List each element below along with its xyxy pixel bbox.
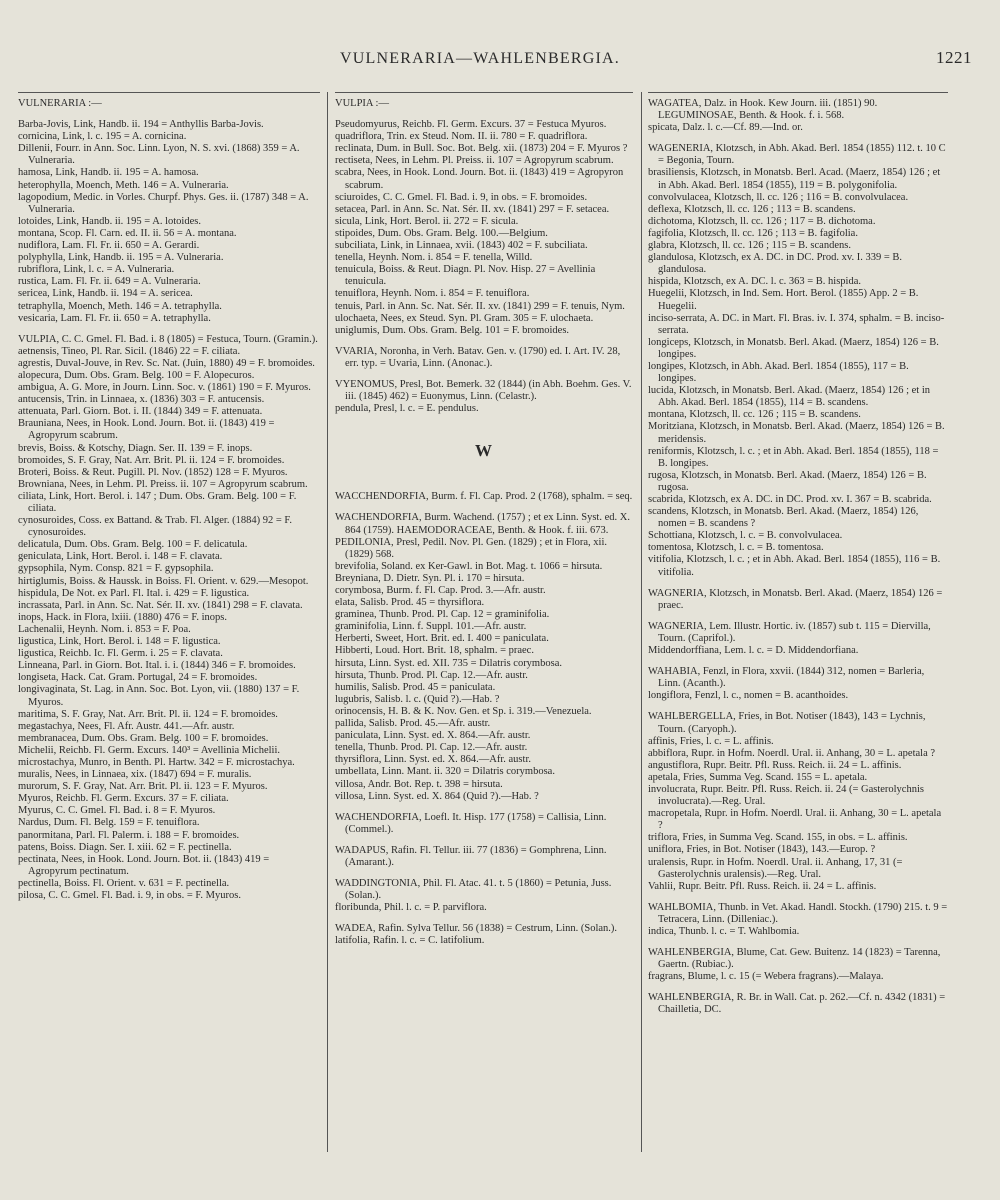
dictionary-entry — [335, 878, 633, 914]
entry-subitem: hispida, Klotzsch, ex A. DC. l. c. 363 = B. hispida. — [648, 276, 861, 288]
entry-subitem: Hibberti, Loud. Hort. Brit. 18, sphalm. = praec. — [335, 645, 534, 657]
dictionary-entry — [648, 588, 948, 612]
entry-heading: WACCHENDORFIA, Burm. f. Fl. Cap. Prod. 2 (1768), sphalm. = seq. — [335, 491, 633, 503]
dictionary-entry — [335, 812, 633, 836]
entry-subitem: PEDILONIA, Presl, Pedil. Nov. Pl. Gen. (1829) ; et in Flora, xii. (1829) 568. — [335, 536, 608, 560]
entry-subitem: rustica, Lam. Fl. Fr. ii. 649 = A. Vulneraria. — [18, 276, 201, 288]
entry-subitem: patens, Boiss. Diagn. Ser. I. xiii. 62 = F. pectinella. — [18, 841, 232, 853]
entry-subitem: latifolia, Rafin. l. c. = C. latifolium. — [335, 935, 485, 947]
entry-subitem: attenuata, Parl. Giorn. Bot. i. II. (1844) 349 = F. attenuata. — [18, 406, 263, 418]
entry-subitem: graminifolia, Linn. f. Suppl. 101.—Afr. austr. — [335, 621, 527, 633]
entry-subitem: vesicaria, Lam. Fl. Fr. ii. 650 = A. tetraphylla. — [18, 312, 211, 324]
entry-heading: Barba-Jovis, Link, Handb. ii. 194 = Anthyllis Barba-Jovis. — [18, 119, 264, 131]
entry-subitem: rectiseta, Nees, in Lehm. Pl. Preiss. ii. 107 = Agropyrum scabrum. — [335, 155, 614, 167]
entry-subitem: Breyniana, D. Dietr. Syn. Pl. i. 170 = hirsuta. — [335, 572, 525, 584]
section-letter: W — [475, 441, 493, 461]
entry-subitem: Nardus, Dum. Fl. Belg. 159 = F. tenuiflora. — [18, 817, 200, 829]
entry-subitem: rubriflora, Link, l. c. = A. Vulneraria. — [18, 264, 175, 276]
entry-subitem: Herberti, Sweet, Hort. Brit. ed. I. 400 = paniculata. — [335, 633, 549, 645]
entry-subitem: aetnensis, Tineo, Pl. Rar. Sicil. (1846) 22 = F. ciliata. — [18, 345, 241, 357]
entry-subitem: spicata, Dalz. l. c.—Cf. 89.—Ind. or. — [648, 122, 803, 134]
entry-subitem: uralensis, Rupr. in Hofm. Noerdl. Ural. ii. Anhang, 17, 31 (= Gasterolychnis uralensis).—Reg. Ural. — [648, 856, 903, 880]
column-top-rule — [335, 92, 633, 93]
entry-subitem: hirsuta, Thunb. Prod. Pl. Cap. 12.—Afr. austr. — [335, 669, 528, 681]
entry-subitem: cynosuroides, Coss. ex Battand. & Trab. Fl. Alger. (1884) 92 = F. cynosuroides. — [18, 515, 292, 539]
entry-subitem: stipoides, Dum. Obs. Gram. Belg. 100.—Belgium. — [335, 227, 548, 239]
entry-heading: VULPIA :— — [335, 98, 389, 109]
dictionary-entry — [648, 711, 948, 892]
entry-subitem: glandulosa, Klotzsch, ex A. DC. in DC. Prod. xv. I. 339 = B. glandulosa. — [648, 252, 903, 276]
entry-subitem: Michelii, Reichb. Fl. Germ. Excurs. 140³ = Avellinia Michelii. — [18, 744, 280, 756]
column-top-rule — [18, 92, 320, 93]
dictionary-entry — [335, 845, 633, 869]
entry-subitem: pectinella, Boiss. Fl. Orient. v. 631 = F. pectinella. — [18, 877, 230, 889]
entry-subitem: floribunda, Phil. l. c. = P. parviflora. — [335, 902, 487, 914]
entry-subitem: brevifolia, Soland. ex Ker-Gawl. in Bot. Mag. t. 1066 = hirsuta. — [335, 560, 603, 572]
entry-heading: WACHENDORFIA, Burm. Wachend. (1757) ; et ex Linn. Syst. ed. X. 864 (1759). HAEMODORACEAE, Benth. & Hook. f. iii. 673. — [335, 512, 630, 536]
entry-subitem: ligustica, Reichb. Ic. Fl. Germ. i. 25 = F. clavata. — [18, 648, 223, 660]
dictionary-entry — [335, 379, 633, 415]
entry-subitem: convolvulacea, Klotzsch, ll. cc. 126 ; 116 = B. convolvulacea. — [648, 191, 909, 203]
entry-subitem: Lachenalii, Heynh. Nom. i. 853 = F. Poa. — [18, 623, 191, 635]
entry-subitem: cornicina, Link, l. c. 195 = A. cornicina. — [18, 131, 187, 143]
entry-heading: WAHLBOMIA, Thunb. in Vet. Akad. Handl. Stockh. (1790) 215. t. 9 = Tetracera, Linn. (Dilleniac.). — [648, 901, 948, 925]
dictionary-entry — [335, 98, 633, 110]
entry-heading: WAHLBERGELLA, Fries, in Bot. Notiser (1843), 143 = Lychnis, Tourn. (Caryoph.). — [648, 711, 926, 735]
entry-subitem: involucrata, Rupr. Beitr. Pfl. Russ. Reich. ii. 24 (= Gasterolychnis involucrata).—Reg. Ural. — [648, 783, 924, 808]
dictionary-entry — [648, 143, 948, 578]
entry-subitem: nudiflora, Lam. Fl. Fr. ii. 650 = A. Gerardi. — [18, 240, 200, 252]
entry-subitem: tenella, Heynh. Nom. i. 854 = F. tenella, Willd. — [335, 252, 533, 264]
entry-subitem: dichotoma, Klotzsch, ll. cc. 126 ; 117 = B. dichotoma. — [648, 215, 876, 227]
entry-subitem: glabra, Klotzsch, ll. cc. 126 ; 115 = B. scandens. — [648, 240, 851, 252]
entry-subitem: scabrida, Klotzsch, ex A. DC. in DC. Prod. xv. I. 367 = B. scabrida. — [648, 494, 932, 505]
entry-subitem: hirtiglumis, Boiss. & Haussk. in Boiss. Fl. Orient. v. 629.—Mesopot. — [18, 575, 309, 587]
entry-subitem: triflora, Fries, in Summa Veg. Scand. 155, in obs. = L. affinis. — [648, 832, 908, 844]
entry-subitem: tenuiflora, Heynh. Nom. i. 854 = F. tenuiflora. — [335, 288, 530, 300]
dictionary-entry — [648, 666, 948, 702]
entry-subitem: subciliata, Link, in Linnaea, xvii. (1843) 402 = F. subciliata. — [335, 240, 588, 252]
dictionary-entry — [648, 98, 948, 134]
entry-subitem: umbellata, Linn. Mant. ii. 320 = Dilatris corymbosa. — [335, 766, 555, 778]
entry-subitem: affinis, Fries, l. c. = L. affinis. — [648, 735, 774, 747]
entry-heading: WAGENERIA, Klotzsch, in Abh. Akad. Berl. 1854 (1855) 112. t. 10 C = Begonia, Tourn. — [648, 143, 946, 167]
page-header — [18, 48, 972, 76]
entry-subitem: tomentosa, Klotzsch, l. c. = B. tomentosa. — [648, 542, 824, 554]
entry-subitem: corymbosa, Burm. f. Fl. Cap. Prod. 3.—Afr. austr. — [335, 585, 546, 596]
dictionary-entry — [335, 491, 633, 503]
entry-subitem: tenuicula, Boiss. & Reut. Diagn. Pl. Nov. Hisp. 27 = Avellinia tenuicula. — [335, 264, 596, 288]
entry-subitem: muralis, Nees, in Linnaea, xix. (1847) 694 = F. muralis. — [18, 769, 252, 781]
entry-subitem: Browniana, Nees, in Lehm. Pl. Preiss. ii. 107 = Agropyrum scabrum. — [18, 478, 308, 490]
entry-subitem: thyrsiflora, Linn. Syst. ed. X. 864.—Afr. austr. — [335, 754, 531, 766]
entry-subitem: villosa, Linn. Syst. ed. X. 864 (Quid ?).—Hab. ? — [335, 790, 539, 802]
entry-subitem: elata, Salisb. Prod. 45 = thyrsiflora. — [335, 597, 485, 609]
entry-subitem: pectinata, Nees, in Hook. Lond. Journ. Bot. ii. (1843) 419 = Agropyrum pectinatum. — [18, 853, 270, 877]
entry-subitem: Vahlii, Rupr. Beitr. Pfl. Russ. Reich. ii. 24 = L. affinis. — [648, 880, 877, 892]
entry-subitem: longiceps, Klotzsch, in Monatsb. Berl. Akad. (Maerz, 1854) 126 = B. longipes. — [648, 336, 939, 360]
entry-subitem: setacea, Parl. in Ann. Sc. Nat. Sér. II. xv. (1841) 297 = F. setacea. — [335, 203, 610, 215]
entry-subitem: maritima, S. F. Gray, Nat. Arr. Brit. Pl. ii. 124 = F. bromoides. — [18, 708, 278, 720]
dictionary-entry — [335, 923, 633, 947]
entry-subitem: Dillenii, Fourr. in Ann. Soc. Linn. Lyon, N. S. xvi. (1868) 359 = A. Vulneraria. — [18, 143, 300, 167]
entry-subitem: longivaginata, St. Lag. in Ann. Soc. Bot. Lyon, vii. (1880) 137 = F. Myuros. — [18, 684, 300, 708]
dictionary-entry — [335, 346, 633, 370]
entry-subitem: membranacea, Dum. Obs. Gram. Belg. 100 = F. bromoides. — [18, 732, 269, 744]
entry-subitem: scandens, Klotzsch, in Monatsb. Berl. Akad. (Maerz, 1854) 126, nomen = B. scandens ? — [648, 506, 919, 530]
dictionary-entry — [648, 621, 948, 657]
entry-subitem: bromoides, S. F. Gray, Nat. Arr. Brit. Pl. ii. 124 = F. bromoides. — [18, 454, 285, 466]
entry-subitem: incrassata, Parl. in Ann. Sc. Nat. Sér. II. xv. (1841) 298 = F. clavata. — [18, 599, 303, 611]
entry-subitem: fagifolia, Klotzsch, ll. cc. 126 ; 113 = B. fagifolia. — [648, 227, 858, 239]
entry-subitem: ambigua, A. G. More, in Journ. Linn. Soc. v. (1861) 190 = F. Myuros. — [18, 382, 311, 394]
entry-subitem: angustiflora, Rupr. Beitr. Pfl. Russ. Reich. ii. 24 = L. affinis. — [648, 759, 902, 771]
entry-subitem: pallida, Salisb. Prod. 45.—Afr. austr. — [335, 718, 491, 730]
dictionary-entry — [335, 512, 633, 802]
entry-subitem: brasiliensis, Klotzsch, in Monatsb. Berl. Acad. (Maerz, 1854) 126 ; et in Abh. Akad. Berl. 1854 (1855), 119 = B. polygonifolia. — [648, 167, 941, 191]
entry-subitem: geniculata, Link, Hort. Berol. i. 148 = F. clavata. — [18, 551, 223, 563]
dictionary-entry — [648, 947, 948, 983]
entry-subitem: villosa, Andr. Bot. Rep. t. 398 = hirsuta. — [335, 778, 503, 790]
entry-subitem: rugosa, Klotzsch, in Monatsb. Berl. Akad. (Maerz, 1854) 126 = B. rugosa. — [648, 469, 927, 493]
entry-heading: WAHABIA, Fenzl, in Flora, xxvii. (1844) 312, nomen = Barleria, Linn. (Acanth.). — [648, 666, 925, 690]
entry-subitem: alopecura, Dum. Obs. Gram. Belg. 100 = F. Alopecuros. — [18, 369, 255, 381]
entry-subitem: sciuroides, C. C. Gmel. Fl. Bad. i. 9, in obs. = F. bromoides. — [335, 191, 588, 203]
entry-heading: VVARIA, Noronha, in Verh. Batav. Gen. v. (1790) ed. I. Art. IV. 28, err. typ. = Uvaria, Linn. (Anonac.). — [335, 345, 621, 369]
entry-subitem: brevis, Boiss. & Kotschy, Diagn. Ser. II. 139 = F. inops. — [18, 442, 253, 454]
entry-subitem: fragrans, Blume, l. c. 15 (= Webera fragrans).—Malaya. — [648, 971, 884, 983]
entry-subitem: graminea, Thunb. Prod. Pl. Cap. 12 = graminifolia. — [335, 609, 550, 621]
column-divider — [641, 92, 642, 1152]
entry-heading: WADAPUS, Rafin. Fl. Tellur. iii. 77 (1836) = Gomphrena, Linn. (Amarant.). — [335, 844, 607, 868]
entry-subitem: reniformis, Klotzsch, l. c. ; et in Abh. Akad. Berl. 1854 (1855), 118 = B. longipes. — [648, 445, 939, 469]
entry-heading: WAGNERIA, Lem. Illustr. Hortic. iv. (1857) sub t. 115 = Diervilla, Tourn. (Caprifol.). — [648, 620, 931, 644]
entry-subitem: abbiflora, Rupr. in Hofm. Noerdl. Ural. ii. Anhang, 30 = L. apetala ? — [648, 747, 936, 759]
column-middle — [335, 98, 633, 1178]
entry-subitem: Middendorffiana, Lem. l. c. = D. Middendorfiana. — [648, 645, 859, 657]
entry-subitem: montana, Klotzsch, ll. cc. 126 ; 115 = B. scandens. — [648, 409, 861, 421]
entry-subitem: lugubris, Salisb. l. c. (Quid ?).—Hab. ? — [335, 693, 500, 705]
entry-heading: WACHENDORFIA, Loefl. It. Hisp. 177 (1758) = Callisia, Linn. (Commel.). — [335, 811, 607, 835]
entry-subitem: longiseta, Hack. Cat. Gram. Portugal, 24 = F. bromoides. — [18, 672, 258, 684]
entry-heading: VYENOMUS, Presl, Bot. Bemerk. 32 (1844) (in Abh. Boehm. Ges. V. iii. (1845) 462) = Euonymus, Linn. (Celastr.). — [335, 378, 632, 403]
entry-subitem: Brauniana, Nees, in Hook. Lond. Journ. Bot. ii. (1843) 419 = Agropyrum scabrum. — [18, 418, 275, 442]
entry-heading: Pseudomyurus, Reichb. Fl. Germ. Excurs. 37 = Festuca Myuros. — [335, 119, 607, 131]
entry-subitem: lucida, Klotzsch, in Monatsb. Berl. Akad. (Maerz, 1854) 126 ; et in Abh. Akad. Berl. 1854 (1855), 114 = B. scandens. — [648, 385, 930, 409]
entry-subitem: delicatula, Dum. Obs. Gram. Belg. 100 = F. delicatula. — [18, 539, 248, 551]
entry-subitem: macropetala, Rupr. in Hofm. Noerdl. Ural. ii. Anhang, 30 = L. apetala ? — [648, 808, 942, 832]
entry-subitem: tenuis, Parl. in Ann. Sc. Nat. Sér. II. xv. (1841) 299 = F. tenuis, Nym. — [335, 300, 625, 312]
entry-subitem: montana, Scop. Fl. Carn. ed. II. ii. 56 = A. montana. — [18, 227, 237, 239]
entry-subitem: ligustica, Link, Hort. Berol. i. 148 = F. ligustica. — [18, 636, 221, 648]
entry-subitem: ciliata, Link, Hort. Berol. i. 147 ; Dum. Obs. Gram. Belg. 100 = F. ciliata. — [18, 490, 297, 514]
entry-subitem: agrestis, Duval-Jouve, in Rev. Sc. Nat. (Juin, 1880) 49 = F. bromoides. — [18, 357, 315, 369]
dictionary-entry — [18, 119, 318, 325]
entry-subitem: ulochaeta, Nees, ex Steud. Syn. Pl. Gram. 305 = F. ulochaeta. — [335, 312, 594, 324]
dictionary-entry — [18, 334, 318, 902]
entry-subitem: deflexa, Klotzsch, ll. cc. 126 ; 113 = B. scandens. — [648, 203, 856, 215]
entry-subitem: microstachya, Munro, in Benth. Pl. Hartw. 342 = F. microstachya. — [18, 756, 295, 768]
column-left — [18, 98, 318, 1178]
column-divider — [327, 92, 328, 1152]
entry-subitem: Broteri, Boiss. & Reut. Pugill. Pl. Nov. (1852) 128 = F. Myuros. — [18, 466, 288, 478]
entry-subitem: sicula, Link, Hort. Berol. ii. 272 = F. sicula. — [335, 215, 519, 227]
entry-subitem: hispidula, De Not. ex Parl. Fl. Ital. i. 429 = F. ligustica. — [18, 587, 250, 599]
entry-subitem: Myurus, C. C. Gmel. Fl. Bad. i. 8 = F. Myuros. — [18, 805, 216, 817]
entry-heading: WAGATEA, Dalz. in Hook. Kew Journ. iii. (1851) 90. LEGUMINOSAE, Benth. & Hook. f. i. 568. — [648, 98, 878, 122]
entry-subitem: paniculata, Linn. Syst. ed. X. 864.—Afr. austr. — [335, 730, 531, 742]
dictionary-entry — [18, 98, 318, 110]
entry-subitem: inciso-serrata, A. DC. in Mart. Fl. Bras. iv. I. 374, sphalm. = B. inciso-serrata. — [648, 312, 945, 336]
entry-subitem: gypsophila, Nym. Consp. 821 = F. gypsophila. — [18, 563, 214, 575]
dictionary-entry — [648, 902, 948, 938]
entry-subitem: vitifolia, Klotzsch, l. c. ; et in Abh. Akad. Berl. 1854 (1855), 116 = B. vitifolia. — [648, 554, 941, 578]
entry-heading: WAHLENBERGIA, R. Br. in Wall. Cat. p. 262.—Cf. n. 4342 (1831) = Chailletia, DC. — [648, 992, 946, 1016]
entry-subitem: megastachya, Nees, Fl. Afr. Austr. 441.—Afr. austr. — [18, 720, 235, 732]
entry-heading: WAHLENBERGIA, Blume, Cat. Gew. Buitenz. 14 (1823) = Tarenna, Gaertn. (Rubiac.). — [648, 947, 941, 971]
column-right — [648, 98, 948, 1178]
entry-subitem: Huegelii, Klotzsch, in Ind. Sem. Hort. Berol. (1855) App. 2 = B. Huegelii. — [648, 288, 919, 312]
page-number: 1221 — [936, 48, 972, 67]
entry-subitem: panormitana, Parl. Fl. Palerm. i. 188 = F. bromoides. — [18, 829, 240, 841]
entry-subitem: tenella, Thunb. Prod. Pl. Cap. 12.—Afr. austr. — [335, 742, 528, 754]
entry-subitem: inops, Hack. in Flora, lxiii. (1880) 476 = F. inops. — [18, 611, 227, 623]
entry-subitem: tetraphylla, Moench, Meth. 146 = A. tetraphylla. — [18, 300, 222, 312]
entry-heading: WADEA, Rafin. Sylva Tellur. 56 (1838) = Cestrum, Linn. (Solan.). — [335, 923, 618, 935]
entry-subitem: hirsuta, Linn. Syst. ed. XII. 735 = Dilatris corymbosa. — [335, 657, 562, 669]
entry-subitem: uniglumis, Dum. Obs. Gram. Belg. 101 = F. bromoides. — [335, 324, 570, 336]
entry-subitem: quadriflora, Trin. ex Steud. Nom. II. ii. 780 = F. quadriflora. — [335, 131, 588, 143]
entry-subitem: lotoides, Link, Handb. ii. 195 = A. lotoides. — [18, 215, 201, 227]
running-title: VULNERARIA—WAHLENBERGIA. — [340, 50, 620, 67]
entry-subitem: Myuros, Reichb. Fl. Germ. Excurs. 37 = F. ciliata. — [18, 793, 229, 805]
entry-heading: VULPIA, C. C. Gmel. Fl. Bad. i. 8 (1805) = Festuca, Tourn. (Gramin.). — [18, 333, 318, 345]
entry-subitem: orinocensis, H. B. & K. Nov. Gen. et Sp. i. 319.—Venezuela. — [335, 705, 592, 717]
entry-subitem: heterophylla, Moench, Meth. 146 = A. Vulneraria. — [18, 179, 229, 191]
entry-subitem: apetala, Fries, Summa Veg. Scand. 155 = L. apetala. — [648, 771, 868, 783]
entry-subitem: hamosa, Link, Handb. ii. 195 = A. hamosa. — [18, 167, 199, 179]
entry-subitem: longiflora, Fenzl, l. c., nomen = B. acanthoides. — [648, 690, 849, 702]
entry-subitem: polyphylla, Link, Handb. ii. 195 = A. Vulneraria. — [18, 252, 224, 264]
dictionary-entry — [335, 119, 633, 337]
entry-subitem: pendula, Presl, l. c. = E. pendulus. — [335, 403, 479, 415]
entry-subitem: reclinata, Dum. in Bull. Soc. Bot. Belg. xii. (1873) 204 = F. Myuros ? — [335, 143, 628, 155]
entry-subitem: Schottiana, Klotzsch, l. c. = B. convolvulacea. — [648, 530, 843, 542]
dictionary-entry — [648, 992, 948, 1016]
entry-subitem: pilosa, C. C. Gmel. Fl. Bad. i. 9, in obs. = F. Myuros. — [18, 890, 241, 901]
entry-subitem: Moritziana, Klotzsch, in Monatsb. Berl. Akad. (Maerz, 1854) 126 = B. meridensis. — [648, 421, 945, 445]
entry-heading: VULNERARIA :— — [18, 98, 102, 109]
column-top-rule — [648, 92, 948, 93]
entry-heading: WAGNERIA, Klotzsch, in Monatsb. Berl. Akad. (Maerz, 1854) 126 = praec. — [648, 587, 943, 611]
entry-subitem: sericea, Link, Handb. ii. 194 = A. sericea. — [18, 288, 193, 300]
entry-subitem: indica, Thunb. l. c. = T. Wahlbomia. — [648, 926, 800, 937]
entry-subitem: humilis, Salisb. Prod. 45 = paniculata. — [335, 681, 496, 693]
entry-subitem: uniflora, Fries, in Bot. Notiser (1843), 143.—Europ. ? — [648, 844, 876, 856]
entry-subitem: scabra, Nees, in Hook. Lond. Journ. Bot. ii. (1843) 419 = Agropyron scabrum. — [335, 167, 624, 191]
entry-subitem: antucensis, Trin. in Linnaea, x. (1836) 303 = F. antucensis. — [18, 394, 265, 406]
entry-subitem: lagopodium, Medic. in Vorles. Churpf. Phys. Ges. ii. (1787) 348 = A. Vulneraria. — [18, 191, 309, 215]
entry-subitem: longipes, Klotzsch, in Abh. Akad. Berl. 1854 (1855), 117 = B. longipes. — [648, 360, 909, 385]
entry-heading: WADDINGTONIA, Phil. Fl. Atac. 41. t. 5 (1860) = Petunia, Juss. (Solan.). — [335, 878, 612, 902]
entry-subitem: murorum, S. F. Gray, Nat. Arr. Brit. Pl. ii. 123 = F. Myuros. — [18, 781, 268, 793]
entry-subitem: Linneana, Parl. in Giorn. Bot. Ital. i. i. (1844) 346 = F. bromoides. — [18, 660, 296, 672]
